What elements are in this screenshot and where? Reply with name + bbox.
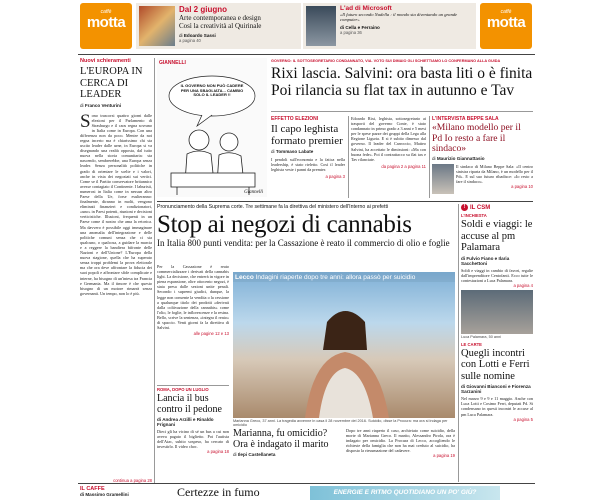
- editorial-page-ref[interactable]: continua a pagina 28: [113, 478, 152, 483]
- effect-page: a pagina 3: [325, 174, 345, 180]
- carte-page: a pagina 5: [513, 416, 533, 422]
- rixi-body: Edoardo Rixi, leghista, sottosegretario ai trasporti del governo Conte, è stato condannato in primo grado a 3 anni e 5 mesi per le spese pazze dei gruppi della Lega alla Regione Liguria. E si è subito dimesso dal governo. Il leader del Carroccio, Matteo Salvini, ha accettato le dimissioni: «Ma con buona fede». Poi il contrattacco su flat tax e Tav rilanciate.: [351, 116, 426, 162]
- header-rule: [78, 54, 535, 55]
- caffe-motta-ad-right[interactable]: caffè motta: [480, 3, 532, 49]
- badge-icon: !: [461, 204, 468, 211]
- effect-headline: Il capo leghista formato premier: [271, 123, 343, 147]
- effect-kicker: EFFETTO ELEZIONI: [271, 116, 319, 122]
- giannelli-cartoon: [157, 58, 267, 197]
- cannabis-page[interactable]: alle pagine 12 e 13: [193, 331, 229, 337]
- marianna-body: Dopo tre anni riaperto il caso, archiviato come suicidio, della morte di Marianna Greco. Il marito, Alessandro Pirola, ora è indagato per omicidio. La Procura di Lecco, accogliendo le richieste della famiglia che non ha mai creduto al suicidio, ha disposto la riesumazione del cadavere.: [346, 428, 455, 454]
- promo-text1: Arte contemporanea e design: [179, 14, 261, 22]
- sala-photo: [432, 164, 454, 194]
- newspaper-front-page: [78, 0, 535, 500]
- cannabis-strap: Pronunciamento della Suprema corte. Tre settimane fa la direttiva del ministero dell'Interno ai prefetti: [157, 204, 389, 210]
- promo2-title: L'ad di Microsoft: [340, 5, 392, 12]
- caffe-motta-ad-left[interactable]: caffè motta: [80, 3, 132, 49]
- marianna-body-box: [346, 428, 455, 480]
- caffe-headline-box[interactable]: [177, 486, 317, 500]
- lead-rule: [271, 111, 533, 112]
- bus-kicker: ROMA, DOPO UN LUGLIO: [157, 387, 209, 392]
- caffe-headline: Certezze in fumo: [177, 486, 260, 499]
- promo-quirinale[interactable]: Dal 2 giugno Arte contemporanea e design Così la creatività al Quirinale di Edoardo Sassi a pagina 40: [136, 3, 301, 49]
- editorial-dropcap: S: [80, 110, 91, 132]
- sala-kicker: L'INTERVISTA BEPPE SALA: [432, 116, 499, 122]
- promo2-page: a pagina 36: [340, 29, 362, 35]
- promo-microsoft[interactable]: [303, 3, 476, 49]
- palamara-photo: [461, 290, 533, 334]
- csm-body: Soldi e viaggi in cambio di favori, regalie dall'imprenditore Centofanti. Ecco tutte le contestazioni a Luca Palamara.: [461, 267, 533, 283]
- caffe-author: di Massimo Gramellini: [80, 492, 129, 497]
- marianna-story[interactable]: Marianna, fu omicidio? Ora è indagato il marito di Ilepi Castellaneta: [233, 428, 341, 478]
- marianna-photo[interactable]: [233, 272, 455, 418]
- palamara-caption: Luca Palamara, 50 anni: [461, 334, 502, 339]
- cartoon-signature: Giannelli: [244, 190, 263, 195]
- rixi-page: da pagina 2 a pagina 11: [381, 163, 426, 169]
- marianna-author: Ilepi Castellaneta: [237, 452, 276, 457]
- effect-author: Tommaso Labate: [275, 149, 314, 154]
- cannabis-subheadline: In Italia 800 punti vendita: per la Cassazione è reato il commercio di olio e foglie: [157, 238, 450, 248]
- caffe-column[interactable]: [80, 486, 150, 500]
- csm-page: a pagina 4: [513, 282, 533, 288]
- promo2-quote: «Il futuro secondo Nadella : il mondo sta diventando un grande computer»: [340, 12, 458, 23]
- cartoon-kicker: GIANNELLI: [159, 60, 186, 66]
- nadella-thumbnail: [306, 6, 336, 46]
- promo-author: Edoardo Sassi: [183, 33, 216, 38]
- bus-page: a pagina 18: [207, 449, 229, 455]
- bus-headline: Lancia il bus contro il pedone: [157, 393, 222, 415]
- portrait-figure: [233, 272, 455, 418]
- sala-page: a pagina 10: [511, 184, 533, 190]
- sala-author: Maurizio Giannattasio: [436, 155, 485, 161]
- promo-text2: Così la creatività al Quirinale: [179, 22, 262, 30]
- photo-kicker: Lecco: [235, 274, 254, 281]
- carte-headline: Quegli incontri con Lotti e Ferri sulle nomine: [461, 347, 530, 382]
- art-thumbnail: [139, 6, 175, 46]
- editorial-kicker: Nuovi schieramenti: [80, 58, 131, 64]
- csm-headline: Soldi e viaggi: le accuse al pm Palamara: [461, 219, 533, 253]
- column-rule-left: [154, 58, 155, 483]
- caffe-kicker: IL CAFFÈ: [80, 486, 105, 492]
- effect-story[interactable]: EFFETTO ELEZIONI Il capo leghista formato premier di Tommaso Labate I pendoli sull'economia e la fatica nella leadership, è stato rieletto. Così il leader leghista veste i panni da premier. a pagina 3: [271, 116, 345, 180]
- photo-caption: Marianna Greco, 37 anni. La tragedia avvenne in casa il 28 novembre del 2016. Suicidio, disse la Procura: ma ora si indaga per omicidio: [233, 419, 448, 428]
- bus-story[interactable]: [157, 387, 229, 482]
- carte-body: Nel marzo 9 e 9 e 11 maggio. Anche con Luca Lotti e Cosimo Ferri, deputati Pd. Si condensano in questi incontri le accuse al pm Luca Palamara.: [461, 396, 533, 417]
- lead-headline-1: Rixi lascia. Salvini: ora basta liti o è finita: [271, 65, 533, 82]
- cartoon-bubble: IL GOVERNO NON PUÒ CADERE PER UNA SBAGLIATA... CAMBIO SOLO IL LEADER !!: [180, 83, 244, 98]
- cannabis-story[interactable]: [157, 204, 455, 262]
- marianna-headline: Marianna, fu omicidio? Ora è indagato il marito: [233, 428, 329, 450]
- csm-sub-kicker: L'INCHIESTA: [461, 213, 487, 218]
- cannabis-body-box: [157, 264, 229, 382]
- bus-body: Dieci gli ha vicino di sé un bus a cui non aveva pagato il biglietto. Poi l'autista dell'Atac, subito sospeso, ha cercato di investirlo. Il video choc.: [157, 429, 229, 450]
- effect-body: I pendoli sull'economia e la fatica nella leadership, è stato rieletto. Così il leader leghista veste i panni da premier.: [271, 157, 345, 173]
- bus-authors: di Andrea Arzilli e Rinaldo Frignani: [157, 417, 214, 427]
- lead-story[interactable]: [271, 59, 533, 107]
- lead-strap: GOVERNO: IL SOTTOSEGRETARIO CONDANNATO, VIA. VOTO SUI DIMAIO GLI SCHIETTIAMO LO CONFERMANO ALLA GUIDA: [271, 59, 501, 63]
- promo2-authors: di Cella e Ferraino: [340, 24, 380, 30]
- sala-interview[interactable]: L'INTERVISTA BEPPE SALA «Milano modello per il Pd Io resto a fare il sindaco» di Maurizio Giannattasio Il sindaco di Milano Beppe Sala: «Il centro sinistra riparta da Milano, è un modello per il Pd». E sul suo futuro ribadisce: «Io resto a fare il sindaco». a pagina 10: [432, 116, 533, 198]
- energy-ad-banner[interactable]: ENERGIE E RITMO QUOTIDIANO UN PO' GIÙ?: [310, 486, 500, 500]
- cartoon-drawing: [157, 58, 267, 197]
- editorial-author: Franco Venturini: [84, 102, 122, 108]
- editorial-headline: L'EUROPA IN CERCA DI LEADER: [80, 66, 143, 100]
- csm-column[interactable]: [461, 204, 533, 484]
- cannabis-headline: Stop ai negozi di cannabis: [157, 211, 412, 238]
- cannabis-body: Per la Cassazione è reato commercializzare i derivati della cannabis light. La decisione, che entrerà in vigore in piena espansione, oltre ottocento negozi, è stata presa dalle sezioni unite penali. Secondo i supremi giudici, dunque, la legge non consente la vendita o la cessione a qualunque titolo dei prodotti «derivati dalla coltivazione della cannabis» come l'olio, le foglie, le inflorescenze e la resina. Bello, scrive la sentenza, «integra il reato» di spaccio. Venti giorni fa la direttiva di Salvini.: [157, 264, 229, 331]
- editorial-body: ono trascorsi quattro giorni dalle elezioni per il Parlamento di Strasburgo e il caos regna sovrano in Italia come in Europa. Con una differenza non da poco. Mentre da noi regna incerto ma è chiarissimo chi sta uscito leader dalle urne, in Europa si va disegnando una realtà opposta, dal tutto nuova nella storia comunitaria: sta nascendo, sembrerebbe, una Europa senza leader. Senza personalità politiche in grado di orientare le scelte e i valori, anche in vista dei negoziati sui vertici. Come se il Partito conservatore britannico avesse contagiato il Continente. I laburisti, numerosi in Italia come in nessun altro Paese della Ue, forse esulteranno: finalmente, diranno in molti, vengono eliminati finanzieri e condizionatori, «uno» in Paesi potenti, riunioni e decisioni verticistiche. Illusioni, frequenti in un Paese come il nostro che ama la retorica. Ma davvero è possibile oggi immaginare una anomalia dell'integrazione e delle politiche comuni senza che ci sia qualcuno, o qualcosa, a guidare la marcia e a reggere la bandiera bifronte delle Nazioni e dell'Unione? L'Europa della nuova stagione, quella che ha superato senza troppi problemi la prova elettorale ma che ora deve affrontare la fiducia dei suoi popoli e affrontare sfide complicate e interne, ha bisogno di un'intesa tra Francia e Germania. Ma il timore è che questo bisogno di un motore rimarrà senza governanti. Un tempo, non lo è più.: [80, 112, 152, 296]
- sala-headline: «Milano modello per il Pd Io resto a fare il sindaco»: [432, 122, 521, 155]
- rixi-story[interactable]: [351, 116, 426, 198]
- carte-kicker: LE CARTE: [461, 341, 482, 347]
- promo-date: Dal 2 giugno: [179, 5, 227, 14]
- promo-page: a pagina 40: [179, 38, 201, 43]
- sala-body: Il sindaco di Milano Beppe Sala: «Il centro sinistra riparta da Milano, è un modello per il Pd». E sul suo futuro ribadisce: «Io resto a fare il sindaco».: [456, 163, 533, 185]
- csm-authors: di Fulvio Fiano e Ilaria Sacchettoni: [461, 255, 510, 266]
- lead-headline-2: Poi rilancia su flat tax in autunno e Tav: [271, 82, 515, 99]
- csm-kicker: IL CSM: [470, 204, 491, 211]
- carte-authors: di Giovanni Bianconi e Fiorenza Sarzanini: [461, 384, 531, 395]
- photo-caption-bar: Indagini riaperte dopo tre anni: allora passò per suicidio: [255, 274, 416, 281]
- editorial-column: Nuovi schieramenti L'EUROPA IN CERCA DI LEADER di Franco Venturini Sono trascorsi quattro giorni dalle elezioni per il Parlamento di Strasburgo e il caos regna sovrano in Italia come in Europa. Con una differenza non da poco. Mentre da noi regna incerto ma è chiarissimo chi sta uscito leader dalle urne, in Europa si va disegnando una realtà opposta, dal tutto nuova nella storia comunitaria: sta nascendo, sembrerebbe, una Europa senza leader. Senza personalità politiche in grado di orientare le scelte e i valori, anche in vista dei negoziati sui vertici. Come se il Partito conservatore britannico avesse contagiato il Continente. I laburisti, numerosi in Italia come in nessun altro Paese della Ue, forse esulteranno: finalmente, diranno in molti, vengono eliminati finanzieri e condizionatori, «uno» in Paesi potenti, riunioni e decisioni verticistiche. Illusioni, frequenti in un Paese come il nostro che ama la retorica. Ma davvero è possibile oggi immaginare una anomalia dell'integrazione e delle politiche comuni senza che ci sia qualcuno, o qualcosa, a guidare la marcia e a reggere la bandiera bifronte delle Nazioni e dell'Unione? L'Europa della nuova stagione, quella che ha superato senza troppi problemi la prova elettorale ma che ora deve affrontare la fiducia dei suoi popoli e affrontare sfide complicate e interne, ha bisogno di un'intesa tra Francia e Germania. Ma il timore è che questo bisogno di un motore rimarrà senza governanti. Un tempo, non lo è più.: [80, 58, 152, 296]
- marianna-page[interactable]: a pagina 19: [433, 453, 455, 459]
